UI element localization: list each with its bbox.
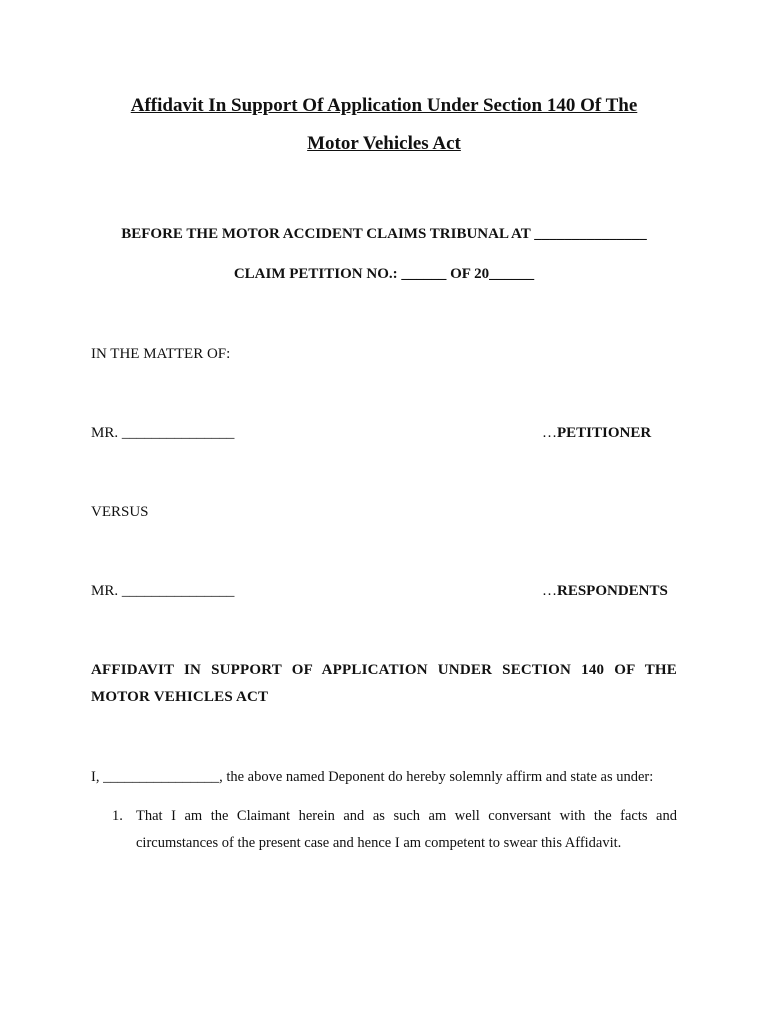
respondent-name-line: MR. _______________	[91, 583, 235, 599]
petitioner-dots: …	[542, 425, 557, 441]
title-line-1: Affidavit In Support Of Application Under Section 140 Of The	[130, 95, 638, 116]
document-title	[60, 87, 708, 163]
petitioner-label	[542, 425, 651, 442]
point-number: 1.	[112, 808, 123, 824]
title-line-2: Motor Vehicles Act	[307, 133, 461, 154]
tribunal-line: BEFORE THE MOTOR ACCIDENT CLAIMS TRIBUNAL AT _______________	[121, 226, 647, 242]
petitioner-role: PETITIONER	[557, 425, 652, 441]
in-the-matter-label: IN THE MATTER OF:	[91, 346, 231, 362]
affidavit-heading: AFFIDAVIT IN SUPPORT OF APPLICATION UNDER SECTION 140 OF THE MOTOR VEHICLES ACT	[91, 662, 677, 705]
respondent-dots: …	[542, 583, 557, 599]
petitioner-name-line: MR. _______________	[91, 425, 235, 441]
list-item	[112, 803, 677, 857]
claim-petition-line: CLAIM PETITION NO.: ______ OF 20______	[233, 266, 535, 282]
versus-label: VERSUS	[91, 504, 149, 520]
respondent-label	[542, 583, 668, 600]
deponent-statement: I, ________________, the above named Deponent do hereby solemnly affirm and state as under:	[91, 769, 654, 785]
point-text: That I am the Claimant herein and as such am well conversant with the facts and circumstances of the present case and hence I am competent to swear this Affidavit.	[136, 808, 677, 851]
respondent-role: RESPONDENTS	[557, 583, 668, 599]
